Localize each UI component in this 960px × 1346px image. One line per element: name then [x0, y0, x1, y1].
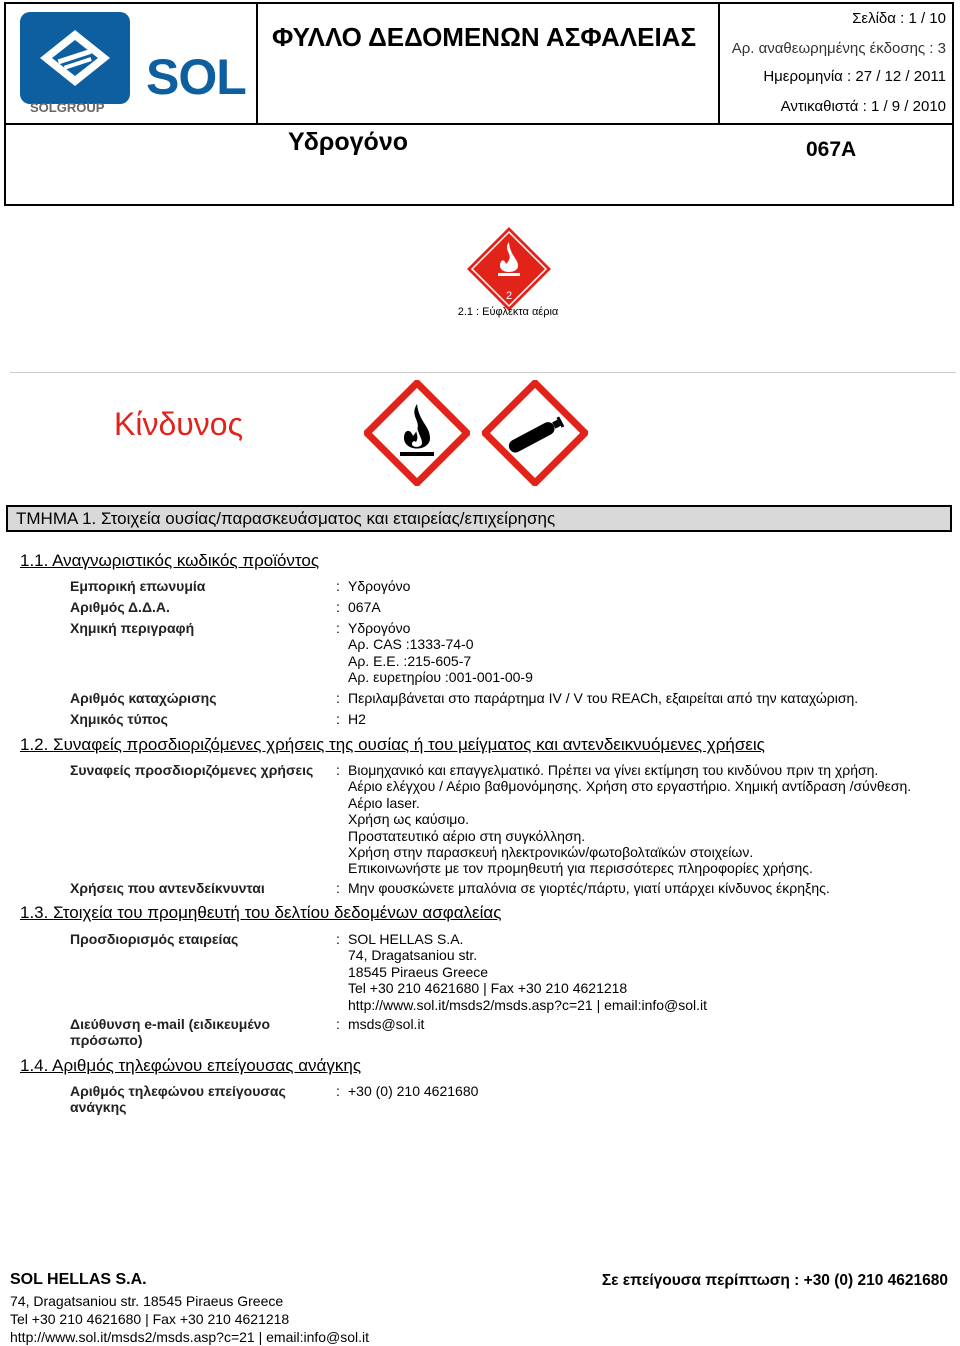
company-identification-value — [348, 931, 707, 1013]
sds-number-value: 067A — [348, 599, 381, 615]
uses-advised-against-value: Μην φουσκώνετε μπαλόνια σε γιορτές/πάρτυ, γιατί υπάρχει κίνδυνος έκρηξης. — [348, 880, 830, 896]
value-line: Αρ. CAS :1333-74-0 — [348, 636, 474, 653]
value-line: Βιομηχανικό και επαγγελματικό. Πρέπει να γίνει εκτίμηση του κινδύνου πριν τη χρήση. — [348, 762, 879, 778]
page-number: Σελίδα : 1 / 10 — [852, 10, 946, 27]
footer-web: http://www.sol.it/msds2/msds.asp?c=21 | email:info@sol.it — [10, 1329, 370, 1345]
revision-number: Αρ. αναθεωρημένης έκδοσης : 3 — [731, 40, 946, 57]
chemical-formula-value: H2 — [348, 711, 366, 727]
document-meta — [718, 4, 952, 125]
value-line: Αρ. Ε.Ε. :215-605-7 — [348, 652, 472, 669]
label-line: πρόσωπο) — [70, 1032, 143, 1049]
value-line: Αέριο laser. — [348, 794, 420, 811]
value-line: 74, Dragatsaniou str. — [348, 947, 478, 964]
value-line: Επικοινωνήστε με τον προμηθευτή για περισσότερες πληροφορίες χρήσης. — [348, 860, 813, 877]
footer-address: 74, Dragatsaniou str. 18545 Piraeus Greece — [10, 1293, 284, 1309]
value-line: 18545 Piraeus Greece — [348, 963, 489, 980]
contact-email-label — [70, 1016, 270, 1049]
value-line: Αέριο ελέγχου / Αέριο βαθμονόμησης. Χρήση στο εργαστήριο. Χημική αντίδραση /σύνθεση. — [348, 778, 912, 795]
footer-company: SOL HELLAS S.A. — [10, 1271, 147, 1288]
identified-uses-label: Συναφείς προσδιοριζόμενες χρήσεις — [70, 762, 314, 778]
colon: : — [336, 762, 340, 778]
document-header — [4, 2, 954, 206]
product-name: Υδρογόνο — [288, 128, 408, 156]
subsection-1-1-title: 1.1. Αναγνωριστικός κωδικός προϊόντος — [20, 551, 320, 570]
label-line: Διεύθυνση e-mail (ειδικευμένο — [70, 1016, 271, 1032]
colon: : — [336, 880, 340, 896]
value-line: Αρ. ευρετηρίου :001-001-00-9 — [348, 669, 533, 686]
logo-area — [6, 4, 258, 125]
emergency-phone-label — [70, 1083, 286, 1116]
registration-number-label: Αριθμός καταχώρισης — [70, 690, 217, 706]
signal-word: Κίνδυνος — [114, 406, 243, 442]
emergency-phone-value: +30 (0) 210 4621680 — [348, 1083, 479, 1099]
colon: : — [336, 1016, 340, 1032]
value-line: Υδρογόνο — [348, 620, 411, 636]
flame-icon — [364, 380, 470, 486]
value-line: Χρήση ως καύσιμο. — [348, 811, 470, 828]
registration-number-value: Περιλαμβάνεται στο παράρτημα IV / V του REACh, εξαιρείται από την καταχώριση. — [348, 690, 859, 706]
label-line: Αριθμός τηλεφώνου επείγουσας — [70, 1083, 286, 1099]
trade-name-value: Υδρογόνο — [348, 578, 411, 594]
company-identification-label: Προσδιορισμός εταιρείας — [70, 931, 239, 947]
subsection-1-3-title: 1.3. Στοιχεία του προμηθευτή του δελτίου δεδομένων ασφαλείας — [20, 903, 502, 922]
divider — [10, 372, 956, 373]
transport-caption: 2.1 : Εύφλεκτα αέρια — [457, 306, 559, 318]
colon: : — [336, 711, 340, 727]
value-line: http://www.sol.it/msds2/msds.asp?c=21 | email:info@sol.it — [348, 996, 708, 1013]
trade-name-label: Εμπορική επωνυμία — [70, 578, 206, 594]
colon: : — [336, 931, 340, 947]
colon: : — [336, 690, 340, 706]
sds-number-label: Αριθμός Δ.Δ.Α. — [70, 599, 170, 615]
value-line: SOL HELLAS S.A. — [348, 931, 464, 947]
subsection-1-2-title: 1.2. Συναφείς προσδιοριζόμενες χρήσεις της ουσίας ή του μείγματος και αντενδεικνυόμενες χρήσεις — [20, 735, 765, 754]
footer-phones: Tel +30 210 4621680 | Fax +30 210 4621218 — [10, 1311, 290, 1327]
colon: : — [336, 620, 340, 636]
subsection-1-4-title: 1.4. Αριθμός τηλεφώνου επείγουσας ανάγκης — [20, 1056, 362, 1075]
flammable-gas-label-icon — [466, 226, 552, 312]
colon: : — [336, 578, 340, 594]
chemical-formula-label: Χημικός τύπος — [70, 711, 168, 727]
colon: : — [336, 1083, 340, 1099]
colon: : — [336, 599, 340, 615]
gas-cylinder-icon — [482, 380, 588, 486]
issue-date: Ημερομηνία : 27 / 12 / 2011 — [763, 68, 946, 85]
document-title: ΦΥΛΛΟ ΔΕΔΟΜΕΝΩΝ ΑΣΦΑΛΕΙΑΣ — [272, 22, 697, 52]
chemical-description-value — [348, 620, 533, 686]
label-line: ανάγκης — [70, 1099, 127, 1116]
chemical-description-label: Χημική περιγραφή — [70, 620, 195, 636]
title-area — [258, 4, 718, 125]
transport-class-number: 2 — [505, 290, 513, 302]
uses-advised-against-label: Χρήσεις που αντενδείκνυνται — [70, 880, 265, 896]
contact-email-value: msds@sol.it — [348, 1016, 425, 1032]
replaces-date: Αντικαθιστά : 1 / 9 / 2010 — [780, 98, 946, 115]
section-1-header: ΤΜΗΜΑ 1. Στοιχεία ουσίας/παρασκευάσματος και εταιρείας/επιχείρησης — [6, 505, 952, 532]
footer-emergency: Σε επείγουσα περίπτωση : +30 (0) 210 4621680 — [601, 1272, 948, 1289]
logo-wordmark: SOL — [146, 49, 246, 105]
logo-group-text: SOLGROUP — [30, 100, 105, 115]
product-code: 067A — [806, 138, 857, 161]
identified-uses-value — [348, 762, 911, 877]
value-line: Προστατευτικό αέριο στη συγκόλληση. — [348, 827, 586, 844]
value-line: Χρήση στην παρασκευή ηλεκτρονικών/φωτοβολταϊκών στοιχείων. — [348, 844, 754, 861]
value-line: Tel +30 210 4621680 | Fax +30 210 4621218 — [348, 980, 628, 997]
